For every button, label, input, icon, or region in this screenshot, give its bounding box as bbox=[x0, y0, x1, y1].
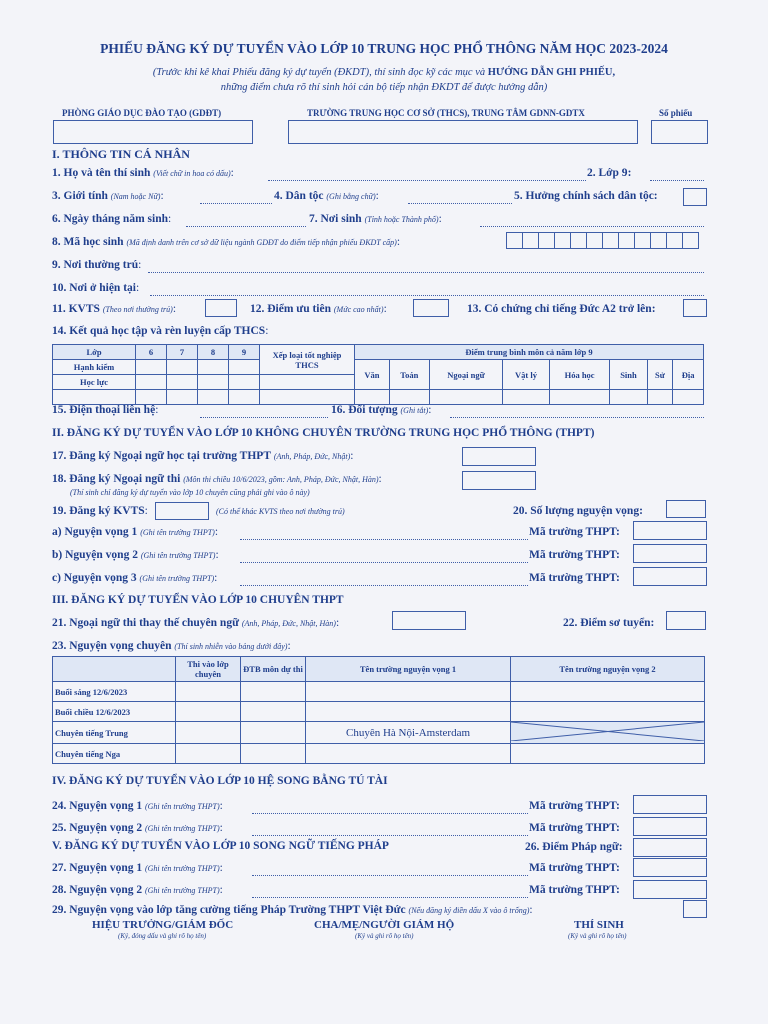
label-nv-24: 24. Nguyện vọng 1 bbox=[52, 800, 143, 812]
hint-nv-27: (Ghi tên trường THPT) bbox=[144, 864, 220, 873]
sig-cha-me: CHA/MẸ/NGƯỜI GIÁM HỘ bbox=[314, 919, 455, 931]
section-3-heading: III. ĐĂNG KÝ DỰ TUYỂN VÀO LỚP 10 CHUYÊN THPT bbox=[52, 594, 344, 606]
label-thuong-tru: 9. Nơi thường trú bbox=[52, 259, 139, 271]
label-nv-chuyen: 23. Nguyện vọng chuyên bbox=[52, 640, 172, 652]
label-lop-9: 2. Lớp 9: bbox=[587, 167, 632, 179]
hint-nv-25: (Ghi tên trường THPT) bbox=[144, 824, 220, 833]
cell[interactable] bbox=[136, 375, 167, 390]
th-subject: Vật lý bbox=[503, 360, 550, 390]
row-label: Chuyên tiếng Nga bbox=[53, 744, 176, 764]
field-nv-25: 25. Nguyện vọng 2 (Ghi tên trường THPT): bbox=[52, 822, 223, 834]
nv-b-input[interactable] bbox=[240, 562, 528, 563]
field-nv-chuyen: 23. Nguyện vọng chuyên (Thí sinh nhiễn vào bảng dưới đây): bbox=[52, 640, 291, 652]
label-nv-c: c) Nguyện vọng 3 bbox=[52, 572, 137, 584]
cell[interactable] bbox=[229, 390, 260, 405]
cell[interactable] bbox=[511, 744, 705, 764]
label-so-luong-nv-text: 20. Số lượng nguyện vọng bbox=[513, 505, 640, 517]
field-kvts: 11. KVTS (Theo nơi thường trú): bbox=[52, 303, 177, 315]
label-chinh-sach: 5. Hưởng chính sách dân tộc: bbox=[514, 190, 658, 202]
truong-thcs-field[interactable] bbox=[288, 120, 638, 144]
th-subject: Toán bbox=[389, 360, 429, 390]
cell[interactable] bbox=[306, 744, 511, 764]
cell[interactable] bbox=[176, 702, 241, 722]
sig-hieu-truong-hint: (Ký, đóng dấu và ghi rõ họ tên) bbox=[118, 932, 207, 940]
label-ma-truong-text: Mã trường THPT bbox=[529, 884, 616, 896]
label-nv-a: a) Nguyện vọng 1 bbox=[52, 526, 138, 538]
trung-nv1-cell[interactable]: Chuyên Hà Nội-Amsterdam bbox=[306, 722, 511, 744]
cell[interactable] bbox=[306, 702, 511, 722]
label-ma-truong-text: Mã trường THPT bbox=[529, 526, 616, 538]
doi-tuong-input[interactable] bbox=[450, 417, 704, 418]
ngoai-ngu-hoc-box[interactable] bbox=[462, 447, 536, 466]
field-tang-cuong: 29. Nguyện vọng vào lớp tăng cường tiếng Pháp Trường THPT Việt Đức (Nếu đăng ký điền dấu X vào ô trống): bbox=[52, 904, 533, 916]
label-gioi-tinh: 3. Giới tính bbox=[52, 190, 108, 202]
row-label: Buổi chiều 12/6/2023 bbox=[53, 702, 176, 722]
nv-24-input[interactable] bbox=[252, 813, 528, 814]
label-ma-truong-a: Mã trường THPT: bbox=[529, 526, 620, 538]
label-ma-truong-text: Mã trường THPT bbox=[529, 549, 616, 561]
label-ma-truong-b: Mã trường THPT: bbox=[529, 549, 620, 561]
ma-hoc-sinh-cells[interactable] bbox=[506, 232, 698, 254]
cell[interactable] bbox=[503, 390, 550, 405]
so-luong-nv-box[interactable] bbox=[666, 500, 706, 518]
label-ma-truong-28: Mã trường THPT: bbox=[529, 884, 620, 896]
cell[interactable] bbox=[176, 744, 241, 764]
lop-9-input[interactable] bbox=[650, 180, 704, 181]
label-ngoai-ngu-thi: 18. Đăng ký Ngoại ngữ thi bbox=[52, 473, 181, 485]
hint-gioi-tinh: (Nam hoặc Nữ) bbox=[110, 192, 161, 201]
cell[interactable] bbox=[355, 390, 390, 405]
field-ket-qua: 14. Kết quả học tập và rèn luyện cấp THCS: bbox=[52, 325, 269, 337]
th-subject: Địa bbox=[673, 360, 704, 390]
label-diem-phap-ngu-text: 26. Điểm Pháp ngữ bbox=[525, 841, 619, 853]
nv-28-input[interactable] bbox=[252, 897, 528, 898]
row-label: Buổi sáng 12/6/2023 bbox=[53, 682, 176, 702]
cell bbox=[53, 390, 136, 405]
label-diem-so-tuyen: 22. Điểm sơ tuyển: bbox=[563, 617, 655, 629]
nv-a-input[interactable] bbox=[240, 539, 528, 540]
label-ma-truong-24: Mã trường THPT: bbox=[529, 800, 620, 812]
label-ngoai-ngu-hoc: 17. Đăng ký Ngoại ngữ học tại trường THPT bbox=[52, 450, 271, 462]
ngoai-ngu-thi-note: (Thí sinh chỉ đăng ký dự tuyển vào lớp 10 chuyên cũng phải ghi vào ô này) bbox=[70, 488, 310, 497]
label-truong-thcs: TRƯỜNG TRUNG HỌC CƠ SỞ (THCS), TRUNG TÂM GDNN-GDTX bbox=[307, 108, 585, 118]
field-dan-toc: 4. Dân tộc (Ghi bằng chữ): bbox=[274, 190, 379, 202]
noi-sinh-input[interactable] bbox=[480, 226, 704, 227]
th-subject: Hóa học bbox=[549, 360, 610, 390]
field-nv-a: a) Nguyện vọng 1 (Ghi tên trường THPT): bbox=[52, 526, 219, 538]
label-chung-chi: 13. Có chứng chỉ tiếng Đức A2 trở lên: bbox=[467, 303, 656, 315]
hint-ho-ten: (Viết chữ in hoa có dấu) bbox=[153, 169, 231, 178]
th-lop-8: 8 bbox=[198, 345, 229, 360]
label-ma-truong-27: Mã trường THPT: bbox=[529, 862, 620, 874]
field-nv-b: b) Nguyện vọng 2 (Ghi tên trường THPT): bbox=[52, 549, 219, 561]
field-gioi-tinh: 3. Giới tính (Nam hoặc Nữ): bbox=[52, 190, 164, 202]
cell[interactable] bbox=[511, 702, 705, 722]
form-note-line1 bbox=[0, 67, 768, 78]
label-diem-uu-tien: 12. Điểm ưu tiên bbox=[250, 303, 332, 315]
hint-doi-tuong: (Ghi tắt) bbox=[400, 406, 429, 415]
cell[interactable] bbox=[136, 390, 167, 405]
th-dtb: ĐTB môn dự thi bbox=[241, 657, 306, 682]
dan-toc-input[interactable] bbox=[408, 203, 512, 204]
hint-tang-cuong: (Nếu đăng ký điền dấu X vào ô trống) bbox=[408, 906, 530, 915]
cell[interactable] bbox=[647, 390, 673, 405]
label-tang-cuong: 29. Nguyện vọng vào lớp tăng cường tiếng Pháp Trường THPT Việt Đức bbox=[52, 904, 406, 916]
kvts-box[interactable] bbox=[205, 299, 237, 317]
label-ket-qua: 14. Kết quả học tập và rèn luyện cấp THCS bbox=[52, 325, 266, 337]
ho-ten-input[interactable] bbox=[268, 180, 586, 181]
field-ngoai-ngu-thay-the: 21. Ngoại ngữ thi thay thế chuyên ngữ (Anh, Pháp, Đức, Nhật, Hàn): bbox=[52, 617, 340, 629]
ma-truong-27-box[interactable] bbox=[633, 858, 707, 877]
cell[interactable] bbox=[241, 702, 306, 722]
field-diem-uu-tien: 12. Điểm ưu tiên (Mức cao nhất): bbox=[250, 303, 387, 315]
cell[interactable] bbox=[241, 682, 306, 702]
th-subject: Ngoại ngữ bbox=[429, 360, 502, 390]
cell[interactable] bbox=[167, 375, 198, 390]
hint-nv-24: (Ghi tên trường THPT) bbox=[144, 802, 220, 811]
label-chung-chi-text: 13. Có chứng chỉ tiếng Đức A2 trở lên bbox=[467, 303, 652, 315]
hint-ngoai-ngu-hoc: (Anh, Pháp, Đức, Nhật) bbox=[273, 452, 351, 461]
sig-cha-me-hint: (Ký và ghi rõ họ tên) bbox=[355, 932, 414, 940]
section-4-heading: IV. ĐĂNG KÝ DỰ TUYỂN VÀO LỚP 10 HỆ SONG BẰNG TÚ TÀI bbox=[52, 775, 388, 787]
field-thuong-tru: 9. Nơi thường trú: bbox=[52, 259, 142, 271]
hint-noi-sinh: (Tỉnh hoặc Thành phố) bbox=[364, 215, 439, 224]
hint-nv-chuyen: (Thí sinh nhiễn vào bảng dưới đây) bbox=[174, 642, 288, 651]
hint-kvts: (Theo nơi thường trú) bbox=[102, 305, 173, 314]
field-ngoai-ngu-hoc: 17. Đăng ký Ngoại ngữ học tại trường THPT (Anh, Pháp, Đức, Nhật): bbox=[52, 450, 354, 462]
cell[interactable] bbox=[260, 390, 355, 405]
chinh-sach-checkbox[interactable] bbox=[683, 188, 707, 206]
nv-27-input[interactable] bbox=[252, 875, 528, 876]
cell[interactable] bbox=[241, 744, 306, 764]
label-lop-9-text: 2. Lớp 9 bbox=[587, 167, 628, 179]
label-ma-truong-text: Mã trường THPT bbox=[529, 572, 616, 584]
th-subject: Văn bbox=[355, 360, 390, 390]
cell[interactable] bbox=[511, 682, 705, 702]
cell[interactable] bbox=[229, 360, 260, 375]
label-chinh-sach-text: 5. Hưởng chính sách dân tộc bbox=[514, 190, 654, 202]
label-doi-tuong: 16. Đối tượng bbox=[331, 404, 398, 416]
ma-truong-b-box[interactable] bbox=[633, 544, 707, 563]
field-ngay-sinh: 6. Ngày tháng năm sinh: bbox=[52, 213, 172, 225]
label-nv-27: 27. Nguyện vọng 1 bbox=[52, 862, 143, 874]
sig-thi-sinh-hint: (Ký và ghi rõ họ tên) bbox=[568, 932, 627, 940]
cell[interactable] bbox=[136, 360, 167, 375]
dang-ky-kvts-box[interactable] bbox=[155, 502, 209, 520]
cell[interactable] bbox=[198, 390, 229, 405]
label-ngoai-ngu-thay-the: 21. Ngoại ngữ thi thay thế chuyên ngữ bbox=[52, 617, 239, 629]
th-nv1: Tên trường nguyện vọng 1 bbox=[306, 657, 511, 682]
cell[interactable] bbox=[176, 722, 241, 744]
diem-phap-ngu-box[interactable] bbox=[633, 838, 707, 857]
diem-so-tuyen-box[interactable] bbox=[666, 611, 706, 630]
section-2-heading: II. ĐĂNG KÝ DỰ TUYỂN VÀO LỚP 10 KHÔNG CHUYÊN TRƯỜNG TRUNG HỌC PHỔ THÔNG (THPT) bbox=[52, 427, 595, 439]
hint-nv-b: (Ghi tên trường THPT) bbox=[140, 551, 216, 560]
label-so-phieu: Số phiếu bbox=[659, 108, 693, 118]
field-nv-24: 24. Nguyện vọng 1 (Ghi tên trường THPT): bbox=[52, 800, 223, 812]
hint-ma-hoc-sinh: (Mã định danh trên cơ sở dữ liệu ngành GDĐT do điểm tiếp nhận phiếu ĐKDT cấp) bbox=[126, 238, 397, 247]
label-noi-o: 10. Nơi ở hiện tại bbox=[52, 282, 136, 294]
label-nv-25: 25. Nguyện vọng 2 bbox=[52, 822, 143, 834]
hint-ngoai-ngu-thay-the: (Anh, Pháp, Đức, Nhật, Hàn) bbox=[241, 619, 336, 628]
label-diem-phap-ngu: 26. Điểm Pháp ngữ: bbox=[525, 841, 623, 853]
ma-truong-c-box[interactable] bbox=[633, 567, 707, 586]
label-ma-truong-c: Mã trường THPT: bbox=[529, 572, 620, 584]
crossed-cell bbox=[511, 722, 705, 744]
field-noi-o: 10. Nơi ở hiện tại: bbox=[52, 282, 140, 294]
ma-truong-25-box[interactable] bbox=[633, 817, 707, 836]
label-ma-truong-text: Mã trường THPT bbox=[529, 862, 616, 874]
cell[interactable] bbox=[389, 390, 429, 405]
th-hoc-luc: Học lực bbox=[53, 375, 136, 390]
field-nv-c: c) Nguyện vọng 3 (Ghi tên trường THPT): bbox=[52, 572, 218, 584]
gioi-tinh-input[interactable] bbox=[200, 203, 272, 204]
hint-nv-28: (Ghi tên trường THPT) bbox=[144, 886, 220, 895]
dang-ky-kvts-hint: (Có thể khác KVTS theo nơi thường trú) bbox=[216, 507, 345, 516]
field-ngoai-ngu-thi: 18. Đăng ký Ngoại ngữ thi (Môn thi chiều 10/6/2023, gồm: Anh, Pháp, Đức, Nhật, Hàn): bbox=[52, 473, 382, 485]
label-ngay-sinh: 6. Ngày tháng năm sinh bbox=[52, 213, 168, 225]
diem-uu-tien-box[interactable] bbox=[413, 299, 449, 317]
cell[interactable] bbox=[306, 682, 511, 702]
hint-nv-a: (Ghi tên trường THPT) bbox=[140, 528, 215, 537]
hint-ngoai-ngu-thi: (Môn thi chiều 10/6/2023, gồm: Anh, Pháp, Đức, Nhật, Hàn) bbox=[183, 475, 379, 484]
section-1-heading: I. THÔNG TIN CÁ NHÂN bbox=[52, 147, 190, 161]
ma-truong-28-box[interactable] bbox=[633, 880, 707, 899]
label-dien-thoai: 15. Điện thoại liên hệ bbox=[52, 404, 156, 416]
th-diem-tb: Điểm trung bình môn cả năm lớp 9 bbox=[355, 345, 704, 360]
field-dang-ky-kvts: 19. Đăng ký KVTS: bbox=[52, 505, 148, 517]
ma-truong-24-box[interactable] bbox=[633, 795, 707, 814]
ngay-sinh-input[interactable] bbox=[186, 226, 306, 227]
form-note-guide: HƯỚNG DẪN GHI PHIẾU, bbox=[487, 67, 616, 78]
label-noi-sinh: 7. Nơi sinh bbox=[309, 213, 362, 225]
form-title: PHIẾU ĐĂNG KÝ DỰ TUYỂN VÀO LỚP 10 TRUNG HỌC PHỔ THÔNG NĂM HỌC 2023-2024 bbox=[100, 41, 668, 56]
label-kvts: 11. KVTS bbox=[52, 303, 100, 315]
cell[interactable] bbox=[167, 360, 198, 375]
label-nv-28: 28. Nguyện vọng 2 bbox=[52, 884, 143, 896]
cell[interactable] bbox=[167, 390, 198, 405]
cross-out-icon bbox=[511, 722, 704, 741]
hint-diem-uu-tien: (Mức cao nhất) bbox=[333, 305, 384, 314]
label-nv-b: b) Nguyện vọng 2 bbox=[52, 549, 138, 561]
sig-hieu-truong: HIỆU TRƯỞNG/GIÁM ĐỐC bbox=[92, 919, 234, 931]
cell[interactable] bbox=[241, 722, 306, 744]
row-label: Chuyên tiếng Trung bbox=[53, 722, 176, 744]
so-phieu-field[interactable] bbox=[651, 120, 708, 144]
form-note-line2: những điểm chưa rõ thí sinh hỏi cán bộ tiếp nhận ĐKDT để được hướng dẫn) bbox=[220, 82, 548, 93]
th-lop-9: 9 bbox=[229, 345, 260, 360]
label-ma-truong-text: Mã trường THPT bbox=[529, 822, 616, 834]
th-lop: Lớp bbox=[53, 345, 136, 360]
ket-qua-table bbox=[52, 344, 704, 405]
th-empty bbox=[53, 657, 176, 682]
dien-thoai-input[interactable] bbox=[200, 417, 328, 418]
ma-truong-a-box[interactable] bbox=[633, 521, 707, 540]
field-nv-28: 28. Nguyện vọng 2 (Ghi tên trường THPT): bbox=[52, 884, 223, 896]
ngoai-ngu-thi-box[interactable] bbox=[462, 471, 536, 490]
label-dang-ky-kvts: 19. Đăng ký KVTS bbox=[52, 505, 145, 517]
label-ho-ten: 1. Họ và tên thí sinh bbox=[52, 167, 151, 179]
phong-gddt-field[interactable] bbox=[53, 120, 253, 144]
label-ma-truong-25: Mã trường THPT: bbox=[529, 822, 620, 834]
cell[interactable] bbox=[429, 390, 502, 405]
th-hanh-kiem: Hạnh kiểm bbox=[53, 360, 136, 375]
tang-cuong-checkbox[interactable] bbox=[683, 900, 707, 918]
field-ho-ten: 1. Họ và tên thí sinh (Viết chữ in hoa có dấu): bbox=[52, 167, 234, 179]
label-so-luong-nv: 20. Số lượng nguyện vọng: bbox=[513, 505, 643, 517]
field-doi-tuong: 16. Đối tượng (Ghi tắt): bbox=[331, 404, 432, 416]
cell[interactable] bbox=[610, 390, 647, 405]
th-subject: Sử bbox=[647, 360, 673, 390]
label-diem-so-tuyen-text: 22. Điểm sơ tuyển bbox=[563, 617, 651, 629]
nv-25-input[interactable] bbox=[252, 835, 528, 836]
cell[interactable] bbox=[198, 375, 229, 390]
th-nv2: Tên trường nguyện vọng 2 bbox=[511, 657, 705, 682]
cell[interactable] bbox=[198, 360, 229, 375]
nv-c-input[interactable] bbox=[240, 585, 528, 586]
th-lop-6: 6 bbox=[136, 345, 167, 360]
chung-chi-checkbox[interactable] bbox=[683, 299, 707, 317]
label-ma-truong-text: Mã trường THPT bbox=[529, 800, 616, 812]
section-5-heading: V. ĐĂNG KÝ DỰ TUYỂN VÀO LỚP 10 SONG NGỮ TIẾNG PHÁP bbox=[52, 840, 389, 852]
cell[interactable] bbox=[176, 682, 241, 702]
sig-thi-sinh: THÍ SINH bbox=[574, 919, 624, 931]
field-noi-sinh: 7. Nơi sinh (Tỉnh hoặc Thành phố): bbox=[309, 213, 442, 225]
hint-nv-c: (Ghi tên trường THPT) bbox=[139, 574, 215, 583]
cell[interactable] bbox=[229, 375, 260, 390]
field-ma-hoc-sinh: 8. Mã học sinh (Mã định danh trên cơ sở dữ liệu ngành GDĐT do điểm tiếp nhận phiếu ĐKDT cấp): bbox=[52, 236, 401, 248]
label-ma-hoc-sinh: 8. Mã học sinh bbox=[52, 236, 124, 248]
form-note-text: (Trước khi kê khai Phiếu đăng ký dự tuyển (ĐKDT), thí sinh đọc kỹ các mục và bbox=[152, 67, 488, 78]
xep-loai-cell[interactable] bbox=[260, 375, 355, 390]
hint-dan-toc: (Ghi bằng chữ) bbox=[326, 192, 376, 201]
nv-chuyen-table bbox=[52, 656, 705, 764]
cell[interactable] bbox=[549, 390, 610, 405]
th-subject: Sinh bbox=[610, 360, 647, 390]
thuong-tru-input[interactable] bbox=[148, 272, 704, 273]
th-thi-vao: Thi vào lớp chuyên bbox=[176, 657, 241, 682]
th-lop-7: 7 bbox=[167, 345, 198, 360]
noi-o-input[interactable] bbox=[150, 295, 704, 296]
field-dien-thoai: 15. Điện thoại liên hệ: bbox=[52, 404, 159, 416]
label-dan-toc: 4. Dân tộc bbox=[274, 190, 324, 202]
label-phong-gddt: PHÒNG GIÁO DỤC ĐÀO TẠO (GDĐT) bbox=[62, 108, 222, 118]
th-xep-loai: Xếp loại tốt nghiệp THCS bbox=[260, 345, 355, 375]
ngoai-ngu-thay-the-box[interactable] bbox=[392, 611, 466, 630]
field-nv-27: 27. Nguyện vọng 1 (Ghi tên trường THPT): bbox=[52, 862, 223, 874]
cell[interactable] bbox=[673, 390, 704, 405]
